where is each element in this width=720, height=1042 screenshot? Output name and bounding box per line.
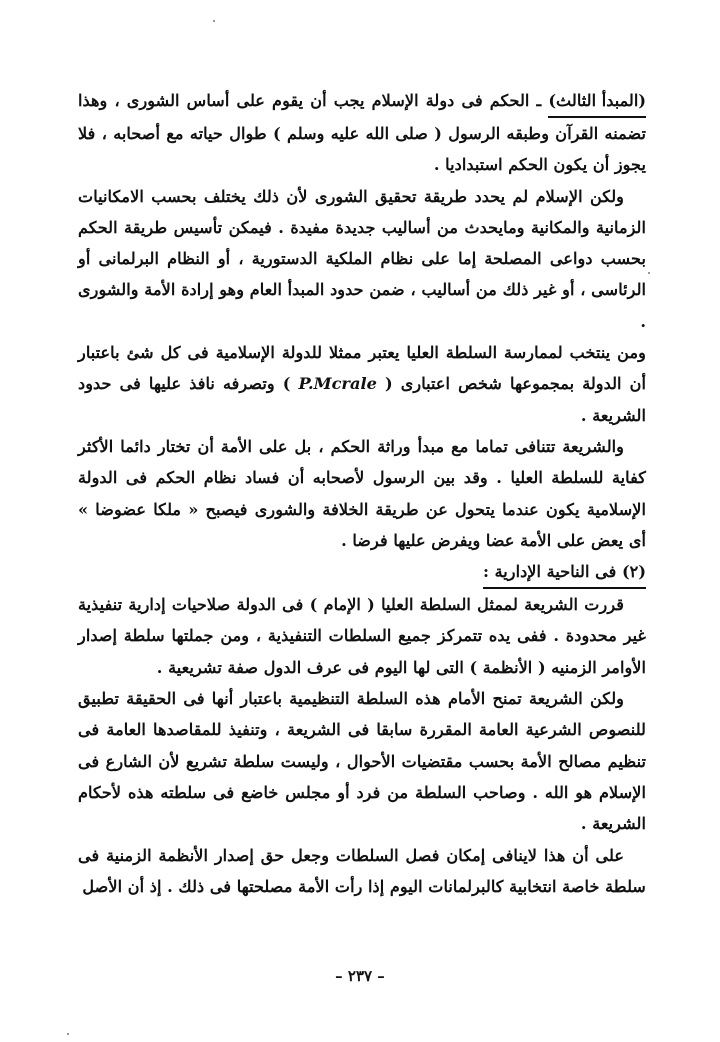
paragraph-shura-methods bbox=[78, 181, 646, 337]
principle-three-block bbox=[78, 85, 646, 181]
text-line: الإسلام هو الله . وصاحب السلطة من فرد أو مجلس خاضع فى سلطته هذه لأحكام bbox=[78, 782, 646, 802]
text-line: قررت الشريعة لممثل السلطة العليا ( الإمام ) فى الدولة صلاحيات إدارية bbox=[128, 595, 624, 615]
scan-speck bbox=[648, 272, 650, 274]
scan-speck bbox=[67, 1033, 69, 1035]
text-line: مصالح الأمة بحسب مقتضيات الأحوال ، وليست سلطة تشريع لأن الشارع فى bbox=[78, 751, 602, 771]
text-line: بحسب دواعى المصلحة إما على نظام الملكية الدستورية ، أو النظام البرلمانى أو bbox=[78, 249, 646, 269]
paragraph-hereditary-rule bbox=[78, 431, 646, 556]
section-heading: (٢) فى الناحية الإدارية : bbox=[483, 559, 646, 589]
text-line: الإسلامية يكون عندما يتحول عن طريقة الخلافة والشورى فيصبح « ملكا bbox=[153, 499, 647, 519]
latin-term: P.Mcrale bbox=[298, 374, 377, 394]
text-line: للنصوص الشرعية العامة المقررة سابقا فى الشريعة ، وتنفيذ للمقاصدها العامة فى تنظيم bbox=[78, 720, 646, 771]
text-line: سلطة خاصة انتخابية كالبرلمانات اليوم إذا رأت الأمة مصلحتها فى ذلك . إذ أن الأصل bbox=[82, 876, 646, 896]
page-number: – ٢٣٧ – bbox=[335, 967, 385, 985]
principle-line: ـ الحكم فى دولة الإسلام يجب أن يقوم على أساس الشورى ، bbox=[114, 91, 542, 110]
scan-speck bbox=[213, 20, 215, 22]
paragraph-separation-of-powers bbox=[78, 840, 646, 903]
text-line: عضوضا » أى يعض على الأمة عضا ويفرض عليها فرضا . bbox=[78, 499, 646, 550]
text-line: والشريعة تتنافى تماما مع مبدأ وراثة الحكم ، بل على الأمة أن تختار دائما الأكثر bbox=[78, 436, 624, 456]
text-line: تنفيذية غير محدودة . ففى يده تتمركز جميع السلطات التنفيذية ، ومن جملتها سلطة bbox=[78, 595, 646, 646]
text-line: الشريعة . bbox=[580, 814, 646, 834]
text-line: ولكن الشريعة تمنح الأمام هذه السلطة التنظيمية باعتبار أنها فى الحقيقة تطبيق bbox=[78, 689, 624, 709]
section-heading-block bbox=[78, 556, 646, 589]
principle-line: وهذا تضمنه القرآن وطبقه الرسول ( صلى الله عليه وسلم ) طوال حياته مع أصحابه ، bbox=[78, 91, 646, 143]
paragraph-regulatory-authority bbox=[78, 683, 646, 839]
text-line: الزمانية والمكانية ومايحدث من أساليب جديدة مفيدة . فيمكن تأسيس طريقة الحكم bbox=[78, 217, 646, 237]
principle-line: فلا يجوز أن يكون الحكم استبداديا . bbox=[78, 124, 646, 175]
text-line: ولكن الإسلام لم يحدد طريقة تحقيق الشورى لأن ذلك يختلف بحسب الامكانيات bbox=[78, 186, 624, 206]
principle-heading: (المبدأ الثالث) bbox=[548, 88, 646, 118]
text-line: ومن ينتخب لممارسة السلطة العليا يعتبر ممثلا للدولة الإسلامية فى كل شئ باعتبار أن الدولة بمجموعها شخص اعتبارى ( bbox=[78, 343, 647, 394]
text-line: الرئاسى ، أو غير ذلك من أساليب ، ضمن حدود المبدأ العام وهو إرادة الأمة والشورى . bbox=[78, 280, 646, 331]
paragraph-legal-person bbox=[78, 337, 646, 431]
text-line: ) وتصرفه نافذ عليها فى حدود الشريعة . bbox=[78, 374, 646, 425]
text-line: كفاية للسلطة العليا . وقد بين الرسول لأصحابه أن فساد نظام الحكم فى الدولة bbox=[78, 468, 646, 488]
text-line: إصدار الأوامر الزمنيه ( الأنظمة ) التى لها اليوم فى عرف الدول صفة تشريعية . bbox=[78, 626, 646, 677]
page-body bbox=[78, 85, 646, 902]
paragraph-imam-powers bbox=[78, 589, 646, 683]
text-line: على أن هذا لاينافى إمكان فصل السلطات وجعل حق إصدار الأنظمة الزمنية فى bbox=[78, 845, 624, 865]
